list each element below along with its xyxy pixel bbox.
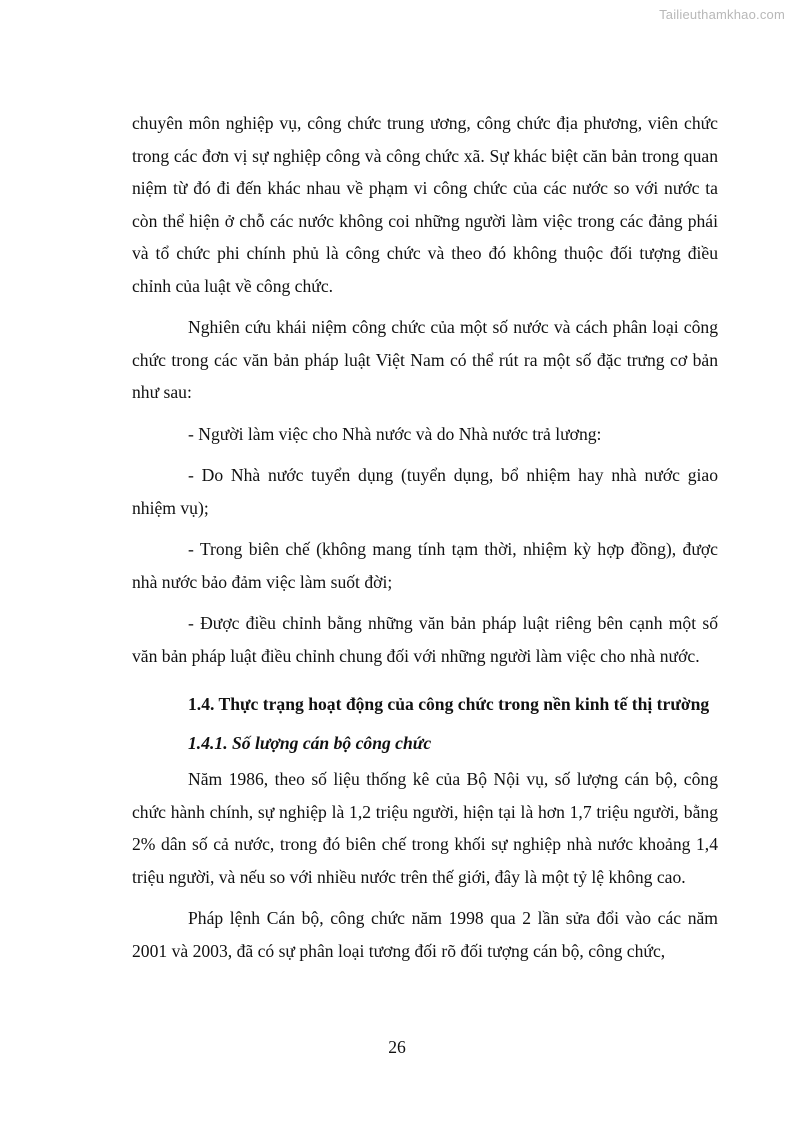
paragraph-continuation: chuyên môn nghiệp vụ, công chức trung ương, công chức địa phương, viên chức trong các đơn vị sự nghiệp công và công chức xã. Sự khác biệt căn bản trong quan niệm từ đó đi đến khác nhau về phạm vi công chức của các nước so với nước ta còn thể hiện ở chỗ các nước không coi những người làm việc trong các đảng phái và tổ chức phi chính phủ là công chức và theo đó không thuộc đối tượng điều chỉnh của luật về công chức. — [132, 113, 718, 296]
paragraph-ordinance: Pháp lệnh Cán bộ, công chức năm 1998 qua 2 lần sửa đổi vào các năm 2001 và 2003, đã có sự phân loại tương đối rõ đối tượng cán bộ, công chức, — [132, 908, 718, 961]
subsection-heading: 1.4.1. Số lượng cán bộ công chức — [188, 732, 432, 753]
list-item-permanent-staff: - Trong biên chế (không mang tính tạm thời, nhiệm kỳ hợp đồng), được nhà nước bảo đảm việc làm suốt đời; — [132, 539, 718, 592]
section-heading: 1.4. Thực trạng hoạt động của công chức trong nền kinh tế thị trường — [188, 694, 710, 714]
paragraph-statistics: Năm 1986, theo số liệu thống kê của Bộ Nội vụ, số lượng cán bộ, công chức hành chính, sự nghiệp là 1,2 triệu người, hiện tại là hơn 1,7 triệu người, bằng 2% dân số cả nước, trong đó biên chế trong khối sự nghiệp nhà nước khoảng 1,4 triệu người, và nếu so với nhiều nước trên thế giới, đây là một tỷ lệ không cao. — [132, 769, 718, 887]
list-item-state-paid: - Người làm việc cho Nhà nước và do Nhà nước trả lương: — [188, 423, 602, 444]
paragraph-characteristics-intro: Nghiên cứu khái niệm công chức của một số nước và cách phân loại công chức trong các văn bản pháp luật Việt Nam có thể rút ra một số đặc trưng cơ bản như sau: — [132, 317, 718, 402]
document-body — [132, 107, 718, 976]
list-item-legal-regulation: - Được điều chỉnh bằng những văn bản pháp luật riêng bên cạnh một số văn bản pháp luật điều chỉnh chung đối với những người làm việc cho nhà nước. — [132, 613, 718, 666]
list-item-state-recruited: - Do Nhà nước tuyển dụng (tuyển dụng, bổ nhiệm hay nhà nước giao nhiệm vụ); — [132, 465, 718, 518]
page-number: 26 — [388, 1037, 406, 1057]
watermark-text: Tailieuthamkhao.com — [659, 7, 785, 22]
